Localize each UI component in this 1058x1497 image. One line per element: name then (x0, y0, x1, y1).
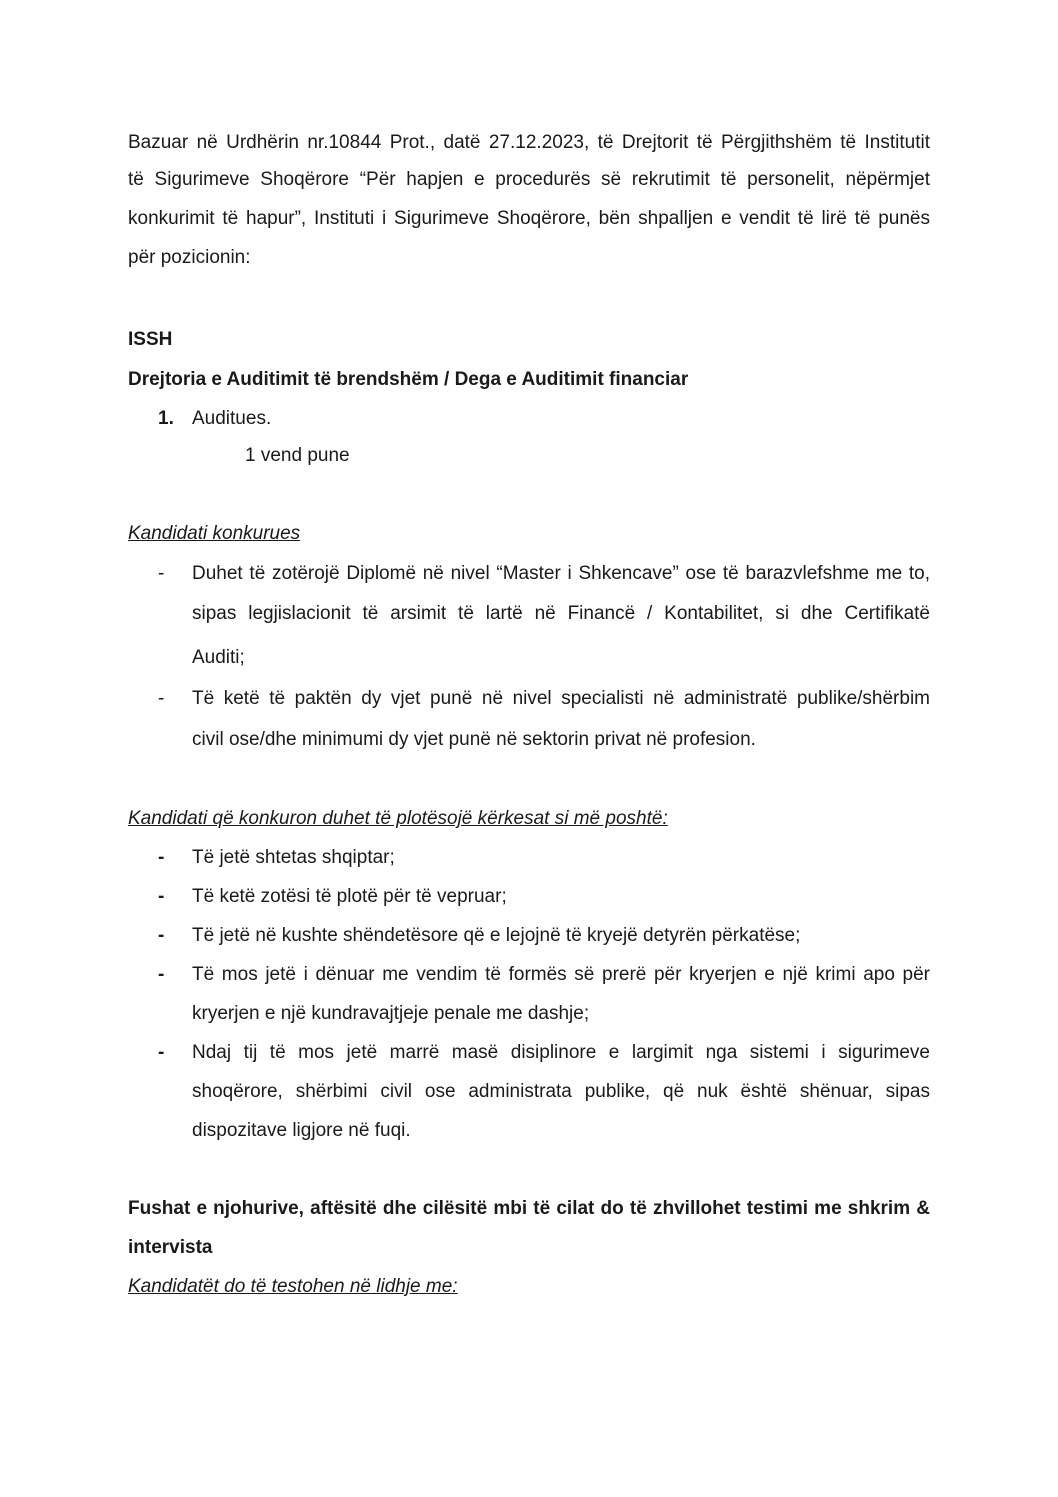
position-title: Auditues. (192, 408, 272, 429)
candidate-item-1-line-2: sipas legjislacionit të arsimit të lartë në Financë / Kontabilitet, si dhe Certifikatë (192, 603, 930, 624)
requirement-item-1: Të jetë shtetas shqiptar; (192, 847, 395, 868)
dash-bullet: - (158, 925, 165, 946)
position-number: 1. (158, 408, 174, 429)
requirement-item-3: Të jetë në kushte shëndetësore që e lejojnë të kryejë detyrën përkatëse; (192, 925, 801, 946)
candidate-item-1-line-1: Duhet të zotërojë Diplomë në nivel “Master i Shkencave” ose të barazvlefshme me to, (192, 563, 930, 584)
dash-bullet: - (158, 1042, 165, 1063)
requirement-item-4-line-2: kryerjen e një kundravajtjeje penale me dashje; (192, 1003, 590, 1024)
section-fields-heading-line-2: intervista (128, 1237, 213, 1258)
institution-title: ISSH (128, 329, 173, 350)
requirement-item-5-line-2: shoqërore, shërbimi civil ose administrata publike, që nuk është shënuar, sipas (192, 1081, 930, 1102)
section-fields-subheading: Kandidatët do të testohen në lidhje me: (128, 1276, 458, 1297)
section-fields-heading-line-1: Fushat e njohurive, aftësitë dhe cilësitë mbi të cilat do të zhvillohet testimi me shkrim & (128, 1198, 930, 1219)
department-title: Drejtoria e Auditimit të brendshëm / Dega e Auditimit financiar (128, 369, 689, 390)
intro-line-4: për pozicionin: (128, 247, 251, 268)
requirement-item-5-line-1: Ndaj tij të mos jetë marrë masë disiplinore e largimit nga sistemi i sigurimeve (192, 1042, 930, 1063)
section-requirements-heading: Kandidati që konkuron duhet të plotësojë kërkesat si më poshtë: (128, 808, 668, 829)
candidate-item-2-line-2: civil ose/dhe minimumi dy vjet punë në sektorin privat në profesion. (192, 729, 756, 750)
section-candidate-heading: Kandidati konkurues (128, 523, 301, 544)
dash-bullet: - (158, 964, 165, 985)
requirement-item-2: Të ketë zotësi të plotë për të vepruar; (192, 886, 507, 907)
dash-bullet: - (158, 847, 165, 868)
dash-bullet: - (158, 688, 165, 709)
intro-line-1: Bazuar në Urdhërin nr.10844 Prot., datë 27.12.2023, të Drejtorit të Përgjithshëm të Institutit (128, 132, 930, 153)
candidate-item-1-line-3: Auditi; (192, 647, 245, 668)
requirement-item-4-line-1: Të mos jetë i dënuar me vendim të formës së prerë për kryerjen e një krimi apo për (192, 964, 930, 985)
intro-line-2: të Sigurimeve Shoqërore “Për hapjen e procedurës së rekrutimit të personelit, nëpërmjet (128, 169, 930, 190)
dash-bullet: - (158, 563, 165, 584)
position-vacancies: 1 vend pune (245, 445, 350, 466)
candidate-item-2-line-1: Të ketë të paktën dy vjet punë në nivel specialisti në administratë publike/shërbim (192, 688, 930, 709)
intro-line-3: konkurimit të hapur”, Instituti i Sigurimeve Shoqërore, bën shpalljen e vendit të lirë të punës (128, 208, 930, 229)
requirement-item-5-line-3: dispozitave ligjore në fuqi. (192, 1120, 411, 1141)
dash-bullet: - (158, 886, 165, 907)
